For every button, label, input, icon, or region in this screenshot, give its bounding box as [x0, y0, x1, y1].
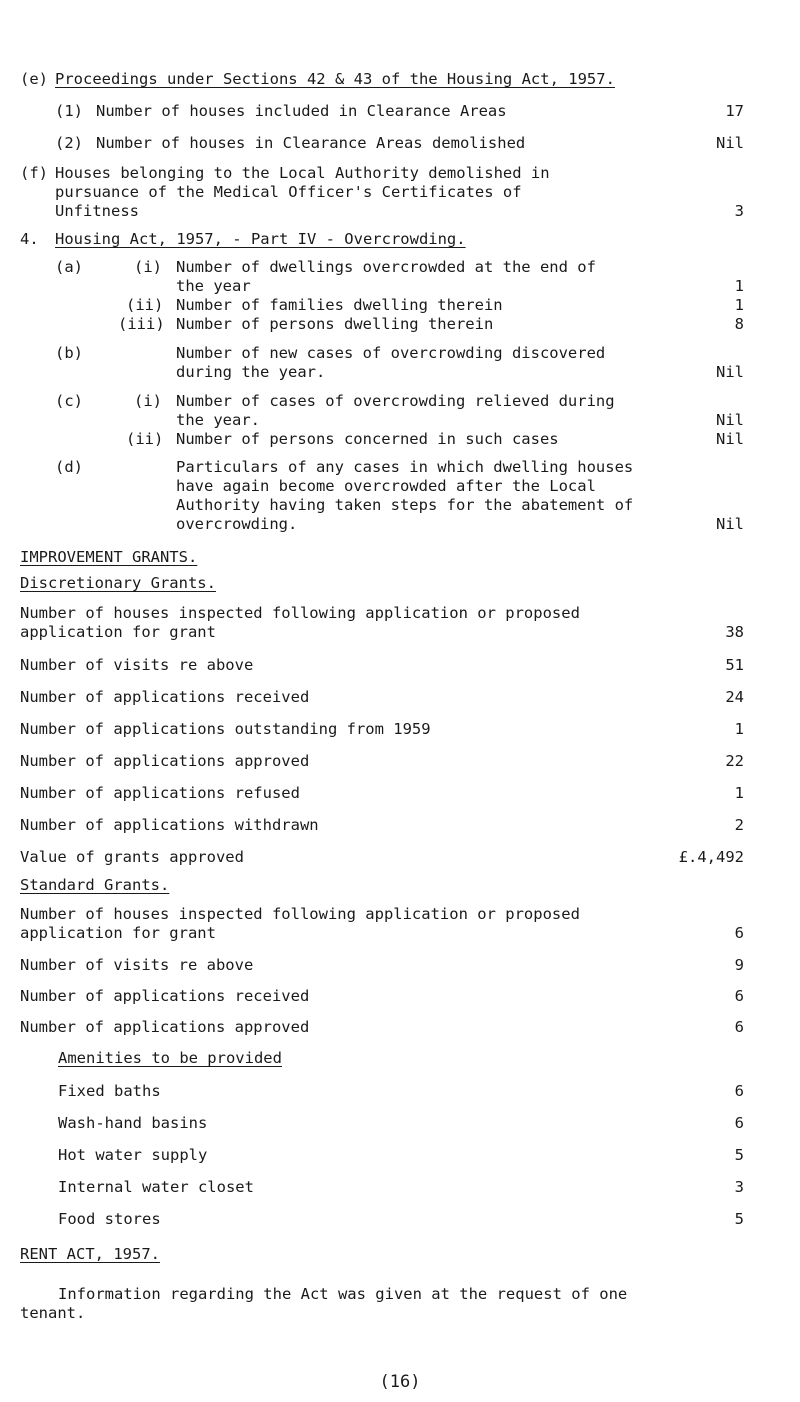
sub-d-line-1: Particulars of any cases in which dwelling houses [176, 458, 634, 476]
section-e-heading: Proceedings under Sections 42 & 43 of the Housing Act, 1957. [55, 70, 615, 88]
amenity-1-text: Fixed baths [58, 1082, 161, 1100]
sub-a-iii-label: (iii) [118, 315, 165, 333]
std-row-2-value: 9 [734, 956, 744, 974]
section-e-item-1-label: (1) [55, 102, 83, 120]
sub-c-label: (c) [55, 392, 83, 410]
disc-row-7-line-1: Number of applications withdrawn [20, 816, 319, 834]
disc-row-7-value: 2 [734, 816, 744, 834]
disc-row-1-line-2: application for grant [20, 623, 216, 641]
sub-d-label: (d) [55, 458, 83, 476]
disc-row-3-value: 24 [725, 688, 744, 706]
disc-row-5-line-1: Number of applications approved [20, 752, 310, 770]
sub-d-line-4: overcrowding. [176, 515, 298, 533]
disc-row-4-value: 1 [734, 720, 744, 738]
rent-act-line-2: tenant. [20, 1304, 86, 1322]
section-f-label: (f) [20, 164, 48, 182]
sub-b-label: (b) [55, 344, 83, 362]
section-e-item-2-text: Number of houses in Clearance Areas demolished [96, 134, 526, 152]
page-number: (16) [379, 1372, 421, 1392]
sub-b-line-1: Number of new cases of overcrowding discovered [176, 344, 606, 362]
disc-row-1-value: 38 [725, 623, 744, 641]
sub-c-ii-line-1: Number of persons concerned in such cases [176, 430, 559, 448]
improvement-heading: IMPROVEMENT GRANTS. [20, 548, 198, 566]
std-row-2-line-1: Number of visits re above [20, 956, 254, 974]
section-e-item-1-value: 17 [725, 102, 744, 120]
section-e-item-2-value: Nil [716, 134, 744, 152]
disc-row-6-value: 1 [734, 784, 744, 802]
disc-row-8-line-1: Value of grants approved [20, 848, 244, 866]
sub-c-ii-value: Nil [716, 430, 744, 448]
sub-a-ii-label: (ii) [126, 296, 164, 314]
disc-row-6-line-1: Number of applications refused [20, 784, 300, 802]
sub-a-ii-value: 1 [734, 296, 744, 314]
section-e-label: (e) [20, 70, 48, 88]
disc-row-4-line-1: Number of applications outstanding from 1959 [20, 720, 431, 738]
disc-row-3-line-1: Number of applications received [20, 688, 310, 706]
disc-row-5-value: 22 [725, 752, 744, 770]
sub-d-value: Nil [716, 515, 744, 533]
sub-c-i-value: Nil [716, 411, 744, 429]
std-row-1-line-1: Number of houses inspected following application or proposed [20, 905, 580, 923]
amenity-1-value: 6 [734, 1082, 744, 1100]
section-4-number: 4. [20, 230, 39, 248]
sub-c-ii-label: (ii) [126, 430, 164, 448]
standard-heading: Standard Grants. [20, 876, 170, 894]
sub-d-line-2: have again become overcrowded after the Local [176, 477, 596, 495]
sub-a-i-value: 1 [734, 277, 744, 295]
amenity-2-text: Wash-hand basins [58, 1114, 208, 1132]
amenity-4-value: 3 [734, 1178, 744, 1196]
rent-act-heading: RENT ACT, 1957. [20, 1245, 160, 1263]
std-row-4-value: 6 [734, 1018, 744, 1036]
disc-row-2-line-1: Number of visits re above [20, 656, 254, 674]
section-e-item-2-label: (2) [55, 134, 83, 152]
section-f-value: 3 [734, 202, 744, 220]
std-row-1-line-2: application for grant [20, 924, 216, 942]
disc-row-8-value: £.4,492 [678, 848, 744, 866]
sub-a-iii-line-1: Number of persons dwelling therein [176, 315, 494, 333]
sub-c-i-line-1: Number of cases of overcrowding relieved during [176, 392, 615, 410]
section-f-line-1: Houses belonging to the Local Authority demolished in [55, 164, 550, 182]
amenity-3-text: Hot water supply [58, 1146, 208, 1164]
sub-a-label: (a) [55, 258, 83, 276]
std-row-1-value: 6 [734, 924, 744, 942]
sub-b-value: Nil [716, 363, 744, 381]
sub-b-line-2: during the year. [176, 363, 326, 381]
section-f-line-2: pursuance of the Medical Officer's Certificates of [55, 183, 522, 201]
sub-d-line-3: Authority having taken steps for the abatement of [176, 496, 634, 514]
disc-row-1-line-1: Number of houses inspected following application or proposed [20, 604, 580, 622]
sub-a-i-line-1: Number of dwellings overcrowded at the end of [176, 258, 596, 276]
section-4-heading: Housing Act, 1957, - Part IV - Overcrowding. [55, 230, 466, 248]
sub-c-i-label: (i) [134, 392, 162, 410]
amenities-heading: Amenities to be provided [58, 1049, 282, 1067]
amenity-5-text: Food stores [58, 1210, 161, 1228]
amenity-2-value: 6 [734, 1114, 744, 1132]
sub-a-iii-value: 8 [734, 315, 744, 333]
sub-a-ii-line-1: Number of families dwelling therein [176, 296, 503, 314]
sub-a-i-label: (i) [134, 258, 162, 276]
amenity-4-text: Internal water closet [58, 1178, 254, 1196]
disc-row-2-value: 51 [725, 656, 744, 674]
discretionary-heading: Discretionary Grants. [20, 574, 216, 592]
amenity-3-value: 5 [734, 1146, 744, 1164]
sub-c-i-line-2: the year. [176, 411, 260, 429]
section-e-item-1-text: Number of houses included in Clearance Areas [96, 102, 507, 120]
std-row-3-line-1: Number of applications received [20, 987, 310, 1005]
amenity-5-value: 5 [734, 1210, 744, 1228]
rent-act-line-1: Information regarding the Act was given at the request of one [58, 1285, 628, 1303]
section-f-line-3: Unfitness [55, 202, 139, 220]
std-row-3-value: 6 [734, 987, 744, 1005]
std-row-4-line-1: Number of applications approved [20, 1018, 310, 1036]
sub-a-i-line-2: the year [176, 277, 251, 295]
